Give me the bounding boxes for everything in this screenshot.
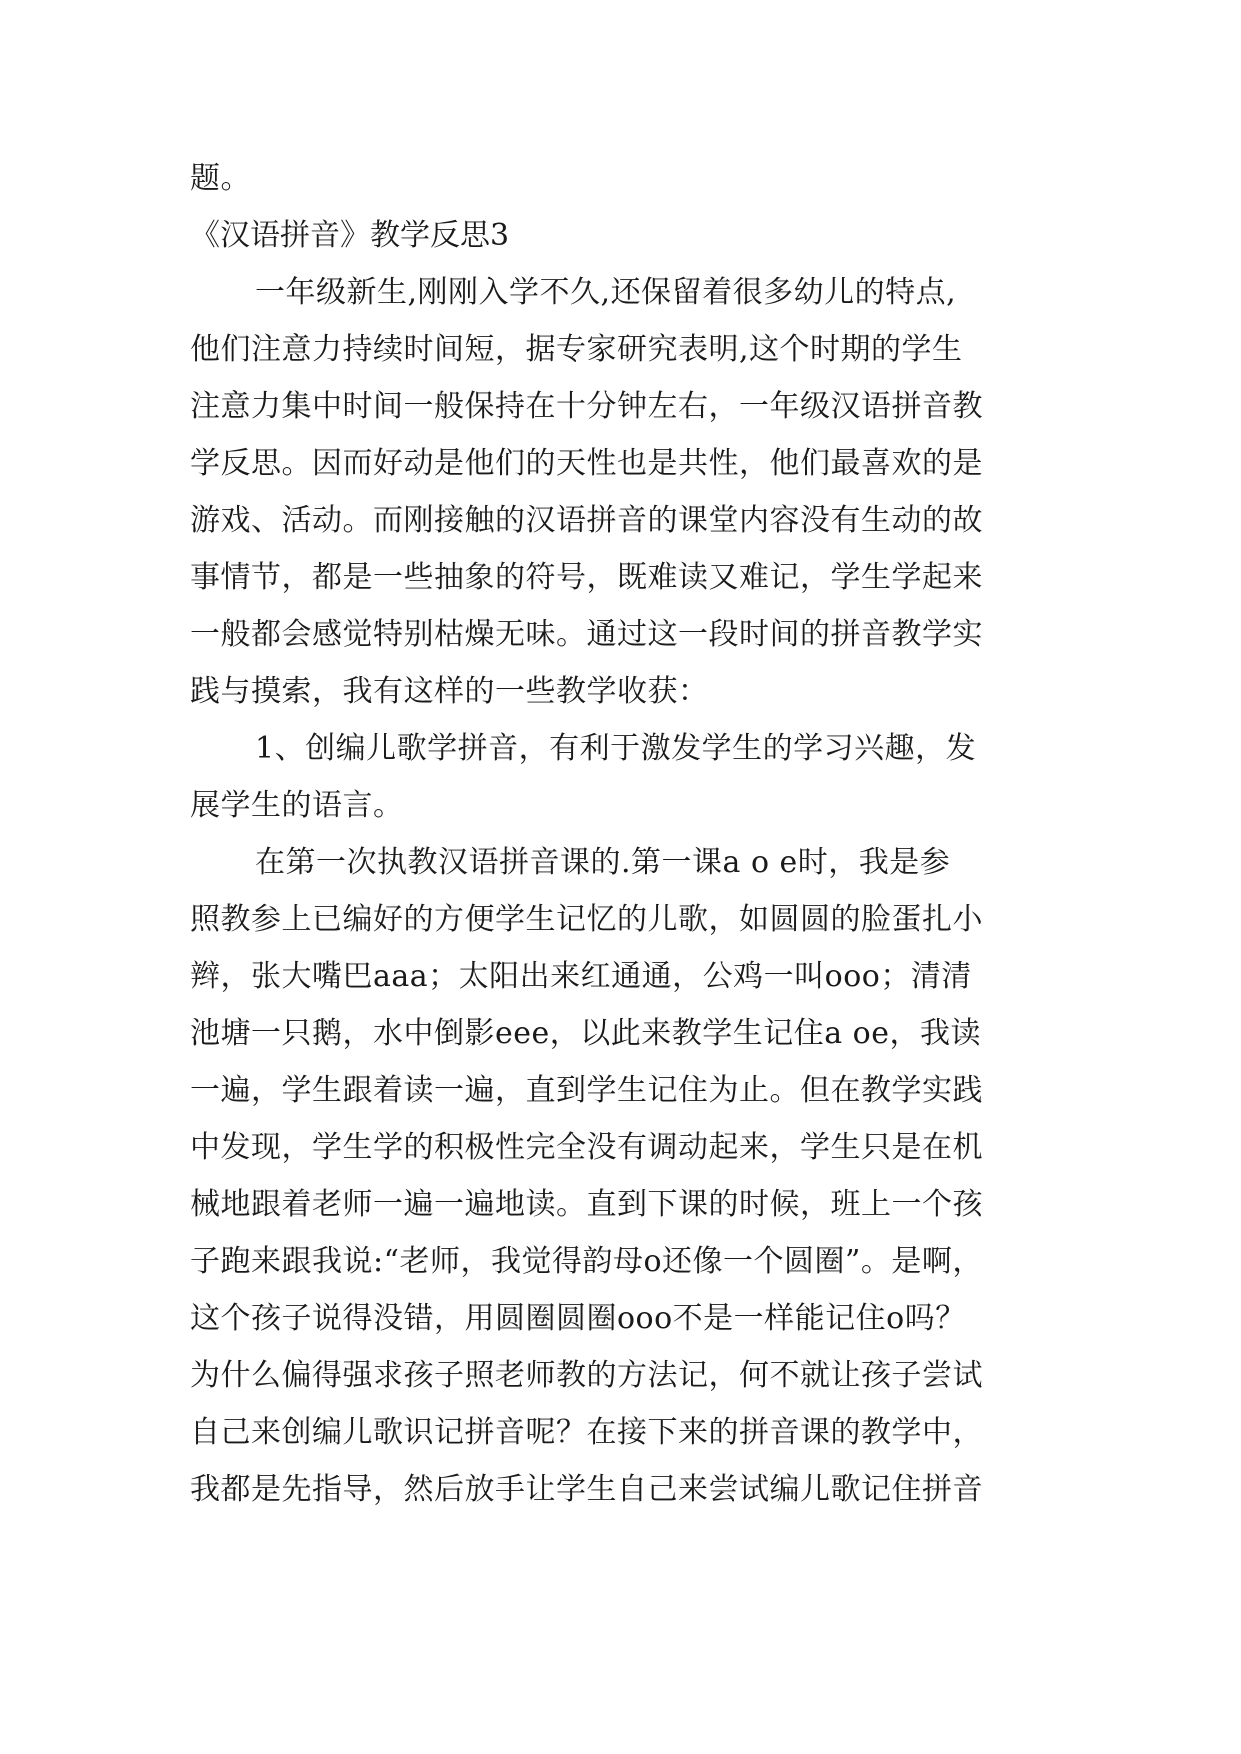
text-line: 展学生的语言。 xyxy=(190,788,404,823)
document-body xyxy=(190,150,1058,1518)
text-line: 中发现，学生学的积极性完全没有调动起来，学生只是在机 xyxy=(190,1130,983,1165)
text-line: 为什么偏得强求孩子照老师教的方法记，何不就让孩子尝试 xyxy=(190,1358,983,1393)
text-line: 照教参上已编好的方便学生记忆的儿歌，如圆圆的脸蛋扎小 xyxy=(190,902,983,937)
text-line: 辫，张大嘴巴aaa；太阳出来红通通，公鸡一叫ooo；清清 xyxy=(190,959,972,994)
section-heading: 《汉语拼音》教学反思3 xyxy=(190,218,510,253)
text-line: 子跑来跟我说:“老师，我觉得韵母o还像一个圆圈”。是啊， xyxy=(190,1244,983,1279)
text-line: 践与摸索，我有这样的一些教学收获： xyxy=(190,674,709,709)
text-line: 注意力集中时间一般保持在十分钟左右，一年级汉语拼音教 xyxy=(190,389,983,424)
text-line: 游戏、活动。而刚接触的汉语拼音的课堂内容没有生动的故 xyxy=(190,503,983,538)
text-line: 械地跟着老师一遍一遍地读。直到下课的时候，班上一个孩 xyxy=(190,1187,983,1222)
paragraph-first-line: 在第一次执教汉语拼音课的.第一课a o e时，我是参 xyxy=(255,845,951,880)
text-line: 一遍，学生跟着读一遍，直到学生记住为止。但在教学实践 xyxy=(190,1073,983,1108)
text-line: 事情节，都是一些抽象的符号，既难读又难记，学生学起来 xyxy=(190,560,983,595)
text-line: 池塘一只鹅，水中倒影eee，以此来教学生记住a oe，我读 xyxy=(190,1016,981,1051)
text-line: 一般都会感觉特别枯燥无味。通过这一段时间的拼音教学实 xyxy=(190,617,983,652)
text-line: 他们注意力持续时间短，据专家研究表明,这个时期的学生 xyxy=(190,332,963,367)
text-line: 题。 xyxy=(190,161,251,196)
text-line: 这个孩子说得没错，用圆圈圆圈ooo不是一样能记住o吗？ xyxy=(190,1301,966,1336)
text-line: 我都是先指导，然后放手让学生自己来尝试编儿歌记住拼音 xyxy=(190,1472,983,1507)
text-line: 学反思。因而好动是他们的天性也是共性，他们最喜欢的是 xyxy=(190,446,983,481)
paragraph-first-line: 1、创编儿歌学拼音，有利于激发学生的学习兴趣，发 xyxy=(255,731,977,766)
paragraph-first-line: 一年级新生,刚刚入学不久,还保留着很多幼儿的特点, xyxy=(255,275,957,310)
text-line: 自己来创编儿歌识记拼音呢？在接下来的拼音课的教学中， xyxy=(190,1415,983,1450)
